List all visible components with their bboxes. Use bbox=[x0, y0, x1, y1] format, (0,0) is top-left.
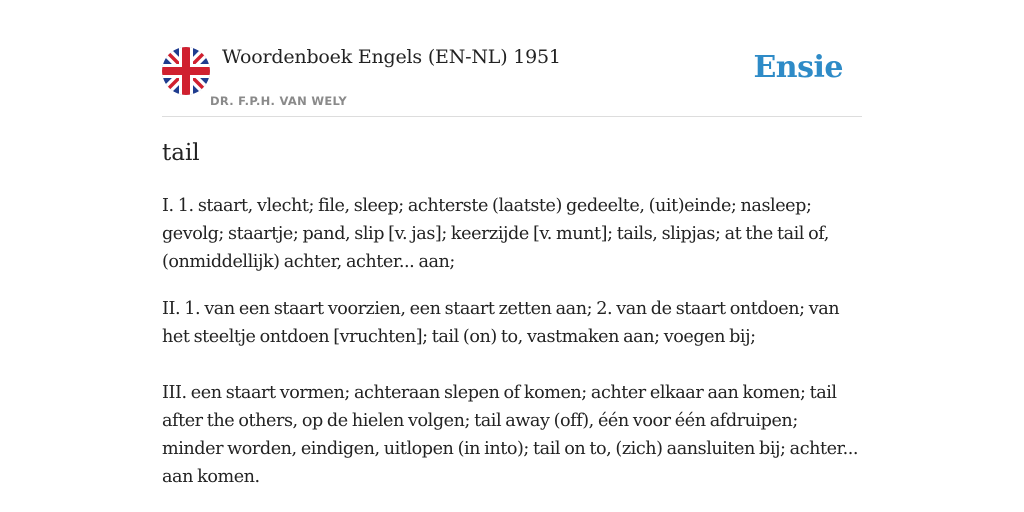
dictionary-page bbox=[162, 0, 862, 487]
uk-flag-icon bbox=[162, 47, 210, 95]
entry-headword: tail bbox=[162, 140, 200, 166]
ensie-logo[interactable]: Ensie bbox=[753, 50, 843, 85]
definition-2: II. 1. van een staart voorzien, een staart zetten aan; 2. van de staart ontdoen; van het steeltje ontdoen [vruchten]; tail (on) to, vastmaken aan; voegen bij; bbox=[162, 299, 840, 347]
definition-1: I. 1. staart, vlecht; file, sleep; achterste (laatste) gedeelte, (uit)einde; nasleep; gevolg; staartje; pand, slip [v. jas]; keerzijde [v. munt]; tails, slipjas; at the tail of, (onmiddellijk) achter, achter... aan; bbox=[162, 196, 829, 272]
dictionary-header bbox=[162, 0, 862, 117]
dictionary-author: DR. F.P.H. VAN WELY bbox=[210, 94, 347, 108]
definition-3: III. een staart vormen; achteraan slepen of komen; achter elkaar aan komen; tail after the others, op de hielen volgen; tail away (off), één voor één afdruipen; minder worden, eindigen, uitlopen (in into); tail on to, (zich) aansluiten bij; achter... aan komen. bbox=[162, 383, 859, 487]
dictionary-title[interactable]: Woordenboek Engels (EN-NL) 1951 bbox=[222, 46, 561, 68]
